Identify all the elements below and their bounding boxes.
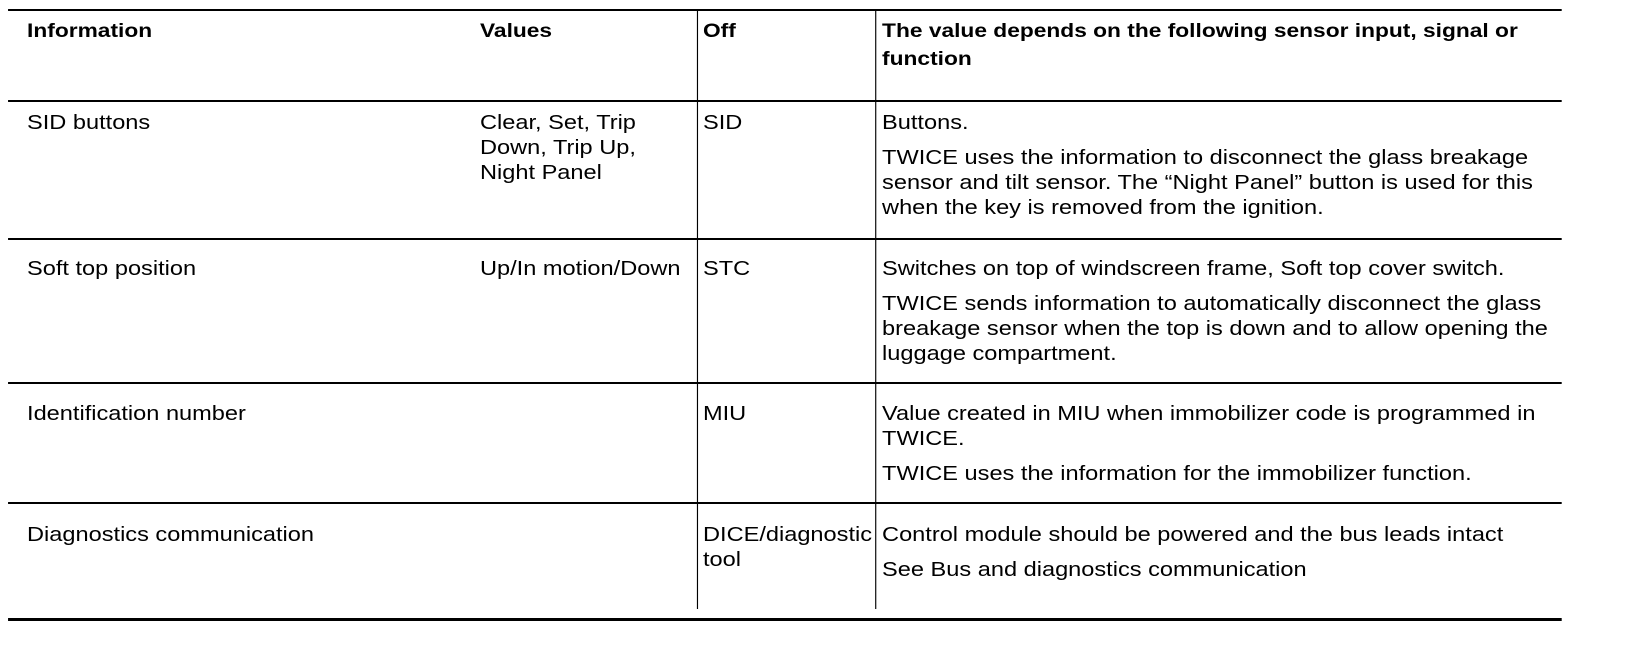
column-header-dependency: The value depends on the following sensor input, signal or function	[882, 20, 1518, 70]
dependency-paragraph: TWICE sends information to automatically disconnect the glass breakage sensor when the top is down and to allow opening the luggage compartment.	[882, 292, 1548, 365]
dependency-paragraph: Switches on top of windscreen frame, Soft top cover switch.	[882, 257, 1505, 280]
cell-off: STC	[702, 257, 751, 280]
row-rule	[8, 238, 1562, 240]
dependency-paragraph: Buttons.	[882, 111, 969, 134]
cell-information: Soft top position	[27, 257, 197, 280]
column-header-off: Off	[702, 20, 736, 42]
cell-dependency	[882, 256, 1563, 366]
dependency-paragraph: Value created in MIU when immobilizer code is programmed in TWICE.	[882, 402, 1536, 450]
dependency-paragraph: TWICE uses the information for the immobilizer function.	[882, 462, 1472, 485]
dependency-paragraph: See Bus and diagnostics communication	[882, 558, 1307, 581]
cell-values: Clear, Set, Trip Down, Trip Up, Night Panel	[479, 111, 636, 184]
table-top-rule	[8, 9, 1562, 11]
row-rule	[8, 502, 1562, 504]
table-bottom-rule	[8, 618, 1562, 621]
column-header-information: Information	[27, 20, 153, 42]
cell-dependency	[882, 401, 1563, 486]
column-header-values: Values	[479, 20, 553, 42]
cell-values: Up/In motion/Down	[479, 257, 681, 280]
cell-information: SID buttons	[27, 111, 151, 134]
dependency-paragraph: Control module should be powered and the bus leads intact	[882, 523, 1504, 546]
cell-information: Diagnostics communication	[27, 523, 314, 546]
cell-off: DICE/diagnostic tool	[702, 523, 873, 571]
cell-off: MIU	[702, 402, 747, 425]
cell-information: Identification number	[27, 402, 246, 425]
cell-off: SID	[702, 111, 743, 134]
dependency-paragraph: TWICE uses the information to disconnect the glass breakage sensor and tilt sensor. The “Night Panel” button is used for this when the key is removed from the ignition.	[882, 146, 1533, 219]
row-rule	[8, 382, 1562, 384]
header-rule	[8, 100, 1562, 102]
cell-dependency	[882, 110, 1563, 220]
cell-dependency	[882, 522, 1563, 582]
